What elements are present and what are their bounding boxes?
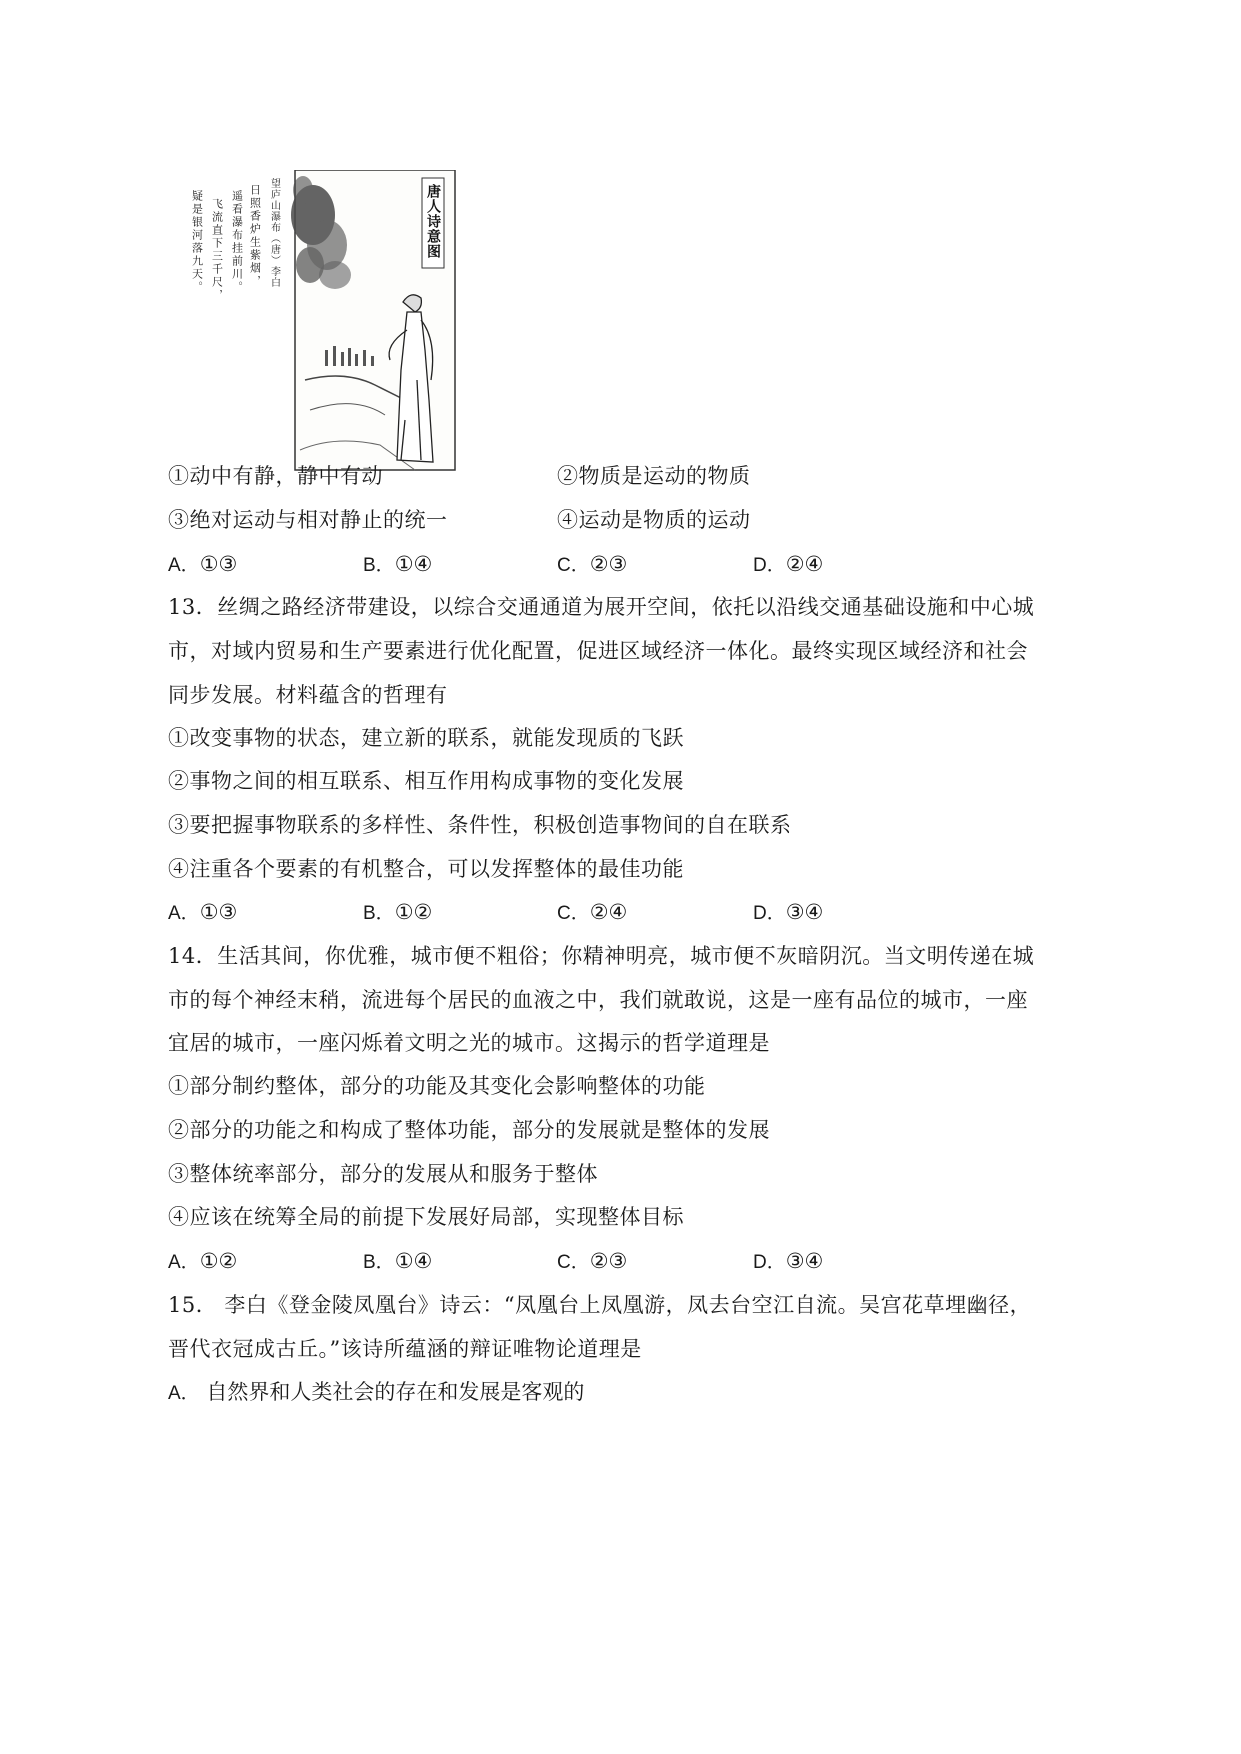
choice-text: ①②	[199, 1249, 238, 1273]
q12-item-3: ③绝对运动与相对静止的统一	[168, 508, 448, 532]
q15-stem-line-2: 晋代衣冠成古丘。”该诗所蕴涵的辩证唯物论道理是	[168, 1337, 642, 1361]
choice-letter: C．	[557, 555, 590, 576]
choice-text: ①④	[394, 552, 433, 576]
q12-choice-c[interactable]	[557, 549, 627, 581]
q12-choice-a[interactable]	[168, 549, 237, 581]
scroll-title: 唐人诗意图	[425, 184, 441, 259]
choice-text: ②③	[589, 1249, 628, 1273]
calligraphy-column: 飞流直下三千尺，	[210, 198, 224, 302]
choice-letter: C．	[557, 903, 590, 924]
choice-letter: A．	[168, 1252, 200, 1273]
choice-letter: D．	[753, 903, 786, 924]
q14-choice-c[interactable]	[557, 1246, 627, 1278]
choice-letter: A．	[168, 903, 200, 924]
q14-stem-line-3: 宜居的城市，一座闪烁着文明之光的城市。这揭示的哲学道理是	[168, 1031, 770, 1055]
poem-painting-illustration	[185, 170, 485, 480]
q13-choice-d[interactable]	[753, 897, 823, 929]
choice-text: ②④	[589, 900, 628, 924]
q13-choice-c[interactable]	[557, 897, 627, 929]
q14-stem-line-1: 14．生活其间，你优雅，城市便不粗俗；你精神明亮，城市便不灰暗阴沉。当文明传递在城	[168, 944, 1035, 968]
choice-text: ①③	[199, 552, 238, 576]
q13-item-3: ③要把握事物联系的多样性、条件性，积极创造事物间的自在联系	[168, 813, 792, 837]
choice-text: ②③	[589, 552, 628, 576]
calligraphy-column: 望庐山瀑布（唐）李白	[268, 178, 280, 288]
choice-letter: D．	[753, 1252, 786, 1273]
choice-text: ①④	[394, 1249, 433, 1273]
q13-item-4: ④注重各个要素的有机整合，可以发挥整体的最佳功能	[168, 857, 684, 881]
calligraphy	[191, 177, 281, 302]
calligraphy-column: 日照香炉生紫烟，	[248, 184, 262, 288]
q14-choice-b[interactable]	[363, 1246, 432, 1278]
q14-stem-line-2: 市的每个神经末稍，流进每个居民的血液之中，我们就敢说，这是一座有品位的城市，一座	[168, 988, 1028, 1012]
choice-letter: A．	[168, 1383, 200, 1404]
choice-text: ③④	[785, 1249, 824, 1273]
q13-stem-line-1: 13．丝绸之路经济带建设，以综合交通通道为展开空间，依托以沿线交通基础设施和中心城	[168, 595, 1035, 619]
choice-text: ①③	[199, 900, 238, 924]
choice-letter: B．	[363, 903, 395, 924]
calligraphy-column: 疑是银河落九天。	[190, 190, 204, 294]
choice-letter: B．	[363, 1252, 395, 1273]
q15-choice-a[interactable]	[168, 1377, 584, 1409]
q15-stem-line-1: 15． 李白《登金陵凤凰台》诗云：“凤凰台上凤凰游，凤去台空江自流。吴宫花草埋幽径，	[168, 1293, 1032, 1317]
choice-letter: C．	[557, 1252, 590, 1273]
q12-choice-d[interactable]	[753, 549, 823, 581]
choice-text: ①②	[394, 900, 433, 924]
q13-choice-a[interactable]	[168, 897, 237, 929]
q13-choice-b[interactable]	[363, 897, 432, 929]
q14-item-3: ③整体统率部分，部分的发展从和服务于整体	[168, 1162, 598, 1186]
q14-item-4: ④应该在统筹全局的前提下发展好局部，实现整体目标	[168, 1205, 684, 1229]
q12-item-1: ①动中有静，静中有动	[168, 464, 383, 488]
q13-item-1: ①改变事物的状态，建立新的联系，就能发现质的飞跃	[168, 726, 684, 750]
choice-letter: D．	[753, 555, 786, 576]
q12-choice-b[interactable]	[363, 549, 432, 581]
q12-item-4: ④运动是物质的运动	[557, 508, 751, 532]
q13-stem-line-2: 市，对域内贸易和生产要素进行优化配置，促进区域经济一体化。最终实现区域经济和社会	[168, 639, 1028, 663]
q14-item-1: ①部分制约整体，部分的功能及其变化会影响整体的功能	[168, 1074, 706, 1098]
q14-item-2: ②部分的功能之和构成了整体功能，部分的发展就是整体的发展	[168, 1118, 770, 1142]
q13-item-2: ②事物之间的相互联系、相互作用构成事物的变化发展	[168, 769, 684, 793]
q14-choice-a[interactable]	[168, 1246, 237, 1278]
painting-svg	[185, 170, 485, 480]
choice-text: ②④	[785, 552, 824, 576]
q14-choice-d[interactable]	[753, 1246, 823, 1278]
choice-letter: B．	[363, 555, 395, 576]
choice-letter: A．	[168, 555, 200, 576]
calligraphy-column: 遥看瀑布挂前川。	[230, 190, 244, 294]
q12-item-2: ②物质是运动的物质	[557, 464, 751, 488]
q13-stem-line-3: 同步发展。材料蕴含的哲理有	[168, 683, 448, 707]
choice-text: 自然界和人类社会的存在和发展是客观的	[206, 1380, 585, 1404]
choice-text: ③④	[785, 900, 824, 924]
